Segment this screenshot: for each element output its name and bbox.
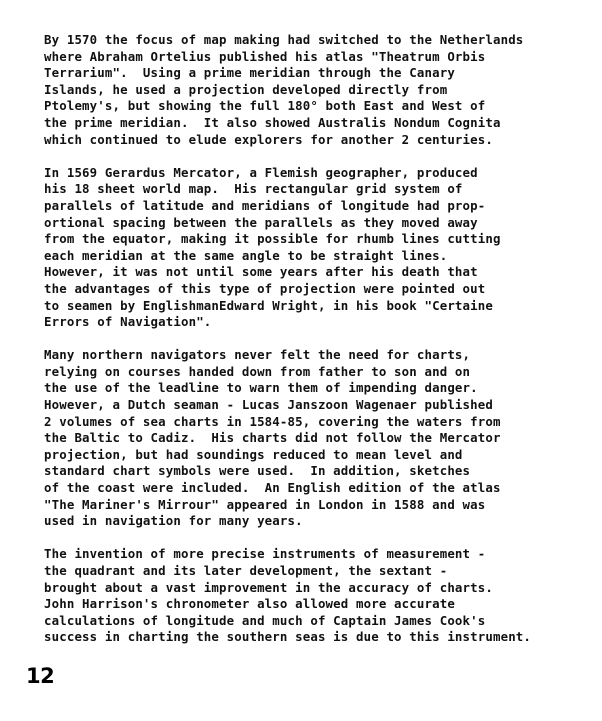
text-line: which continued to elude explorers for another 2 centuries. bbox=[44, 131, 493, 147]
text-line: success in charting the southern seas is due to this instrument. bbox=[44, 629, 532, 645]
text-line: parallels of latitude and meridians of longitude had prop- bbox=[44, 197, 486, 213]
body-text bbox=[44, 32, 589, 663]
text-line: the quadrant and its later development, the sextant - bbox=[44, 563, 448, 578]
text-line: from the equator, making it possible for rhumb lines cutting bbox=[44, 231, 501, 247]
text-line: "The Mariner's Mirrour" appeared in London in 1588 and was bbox=[44, 496, 486, 512]
text-line: where Abraham Ortelius published his atlas "Theatrum Orbis bbox=[44, 48, 486, 64]
text-line: projection, but had soundings reduced to mean level and bbox=[44, 446, 463, 462]
text-line: However, it was not until some years after his death that bbox=[44, 264, 478, 280]
text-line: Islands, he used a projection developed directly from bbox=[44, 81, 448, 97]
text-line: of the coast were included. An English edition of the atlas bbox=[44, 480, 501, 496]
paragraph-ortelius bbox=[44, 32, 589, 148]
text-line: the advantages of this type of projection were pointed out bbox=[44, 280, 486, 296]
text-line: the Baltic to Cadiz. His charts did not follow the Mercator bbox=[44, 430, 501, 446]
text-line: brought about a vast improvement in the accuracy of charts. bbox=[44, 579, 493, 595]
text-line: each meridian at the same angle to be straight lines. bbox=[44, 247, 448, 263]
text-line: to seamen by EnglishmanEdward Wright, in his book "Certaine bbox=[44, 297, 493, 313]
page-number: 12 bbox=[26, 664, 55, 688]
text-line: standard chart symbols were used. In addition, sketches bbox=[44, 463, 471, 479]
text-line: Errors of Navigation". bbox=[44, 314, 212, 330]
paragraph-mercator bbox=[44, 165, 589, 331]
text-line: The invention of more precise instruments of measurement - bbox=[44, 546, 486, 562]
text-line: calculations of longitude and much of Captain James Cook's bbox=[44, 612, 486, 628]
text-line: Ptolemy's, but showing the full 180° both East and West of bbox=[44, 98, 486, 114]
text-line: John Harrison's chronometer also allowed more accurate bbox=[44, 596, 455, 612]
text-line: By 1570 the focus of map making had switched to the Netherlands bbox=[44, 32, 524, 47]
text-line: Terrarium". Using a prime meridian through the Canary bbox=[44, 65, 455, 81]
paragraph-instruments bbox=[44, 546, 589, 646]
text-line: his 18 sheet world map. His rectangular grid system of bbox=[44, 181, 463, 197]
text-line: relying on courses handed down from father to son and on bbox=[44, 363, 471, 379]
text-line: 2 volumes of sea charts in 1584-85, covering the waters from bbox=[44, 413, 501, 429]
text-line: Many northern navigators never felt the need for charts, bbox=[44, 347, 471, 363]
text-line: ortional spacing between the parallels as they moved away bbox=[44, 214, 478, 230]
text-line: the use of the leadline to warn them of impending danger. bbox=[44, 380, 478, 396]
text-line: However, a Dutch seaman - Lucas Janszoon Wagenaer published bbox=[44, 397, 493, 413]
text-line: In 1569 Gerardus Mercator, a Flemish geographer, produced bbox=[44, 164, 478, 180]
text-line: used in navigation for many years. bbox=[44, 513, 303, 529]
paragraph-wagenaer bbox=[44, 347, 589, 530]
text-line: the prime meridian. It also showed Australis Nondum Cognita bbox=[44, 114, 501, 130]
